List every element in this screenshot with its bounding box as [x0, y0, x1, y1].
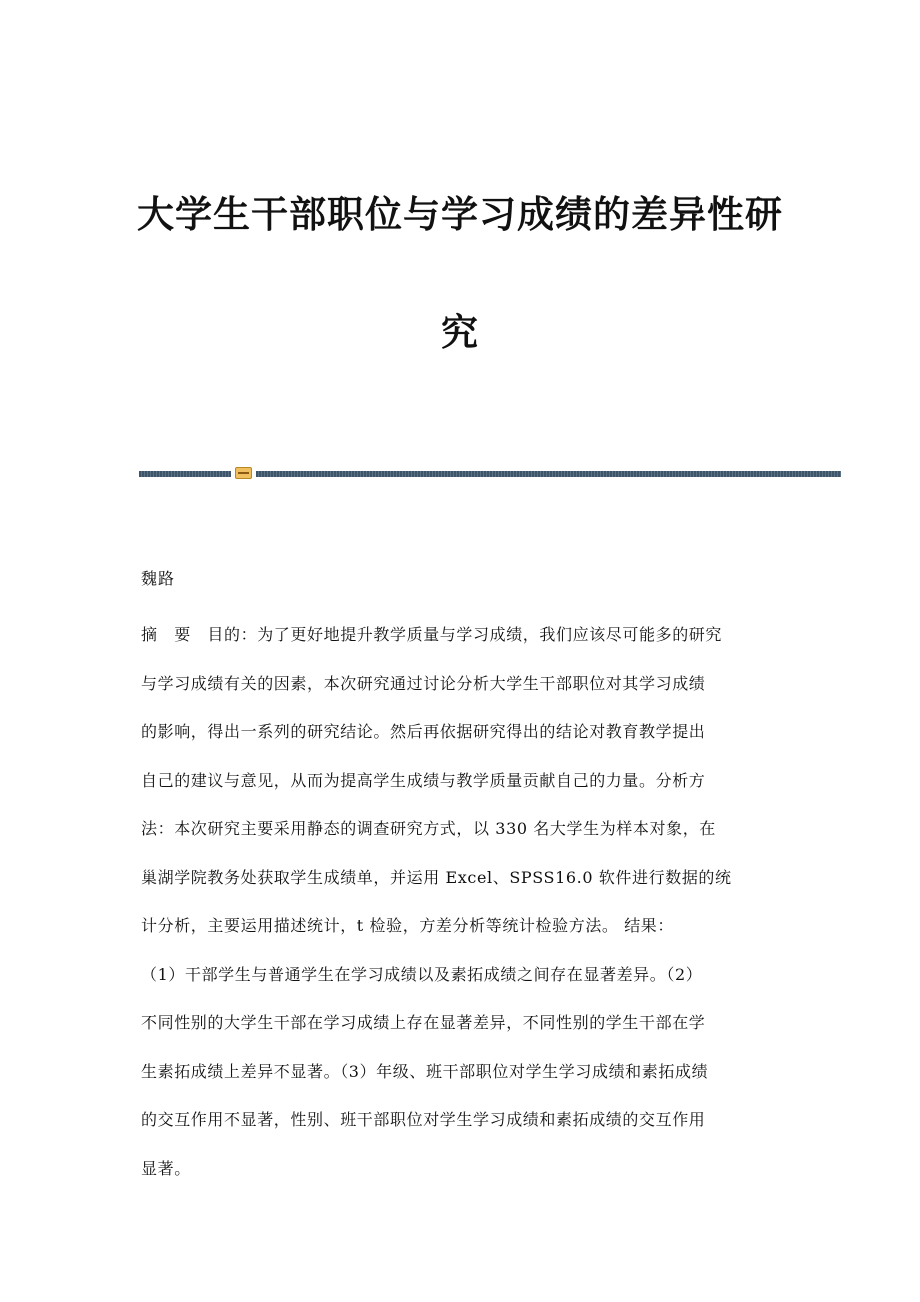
- abstract-line: 的交互作用不显著，性别、班干部职位对学生学习成绩和素拓成绩的交互作用: [141, 1110, 706, 1129]
- abstract-line: 显著。: [141, 1158, 191, 1178]
- abstract-line: 巢湖学院教务处获取学生成绩单，并运用 Excel、SPSS16.0 软件进行数据的统: [141, 867, 732, 887]
- title-divider: [139, 466, 841, 480]
- abstract-line: 不同性别的大学生干部在学习成绩上存在显著差异，不同性别的学生干部在学: [141, 1013, 706, 1032]
- abstract-paragraph: [141, 622, 781, 1204]
- abstract-line: 的影响，得出一系列的研究结论。然后再依据研究得出的结论对教育教学提出: [141, 722, 706, 741]
- abstract-line: 计分析，主要运用描述统计，t 检验，方差分析等统计检验方法。 结果：: [141, 916, 675, 935]
- abstract-line: （1）干部学生与普通学生在学习成绩以及素拓成绩之间存在显著差异。（2）: [141, 964, 703, 984]
- abstract-line: 与学习成绩有关的因素，本次研究通过讨论分析大学生干部职位对其学习成绩: [141, 673, 706, 693]
- document-title-line-2: 究: [441, 311, 479, 354]
- author-name: 魏路: [141, 569, 176, 588]
- abstract-line: 摘 要 目的：为了更好地提升教学质量与学习成绩，我们应该尽可能多的研究: [141, 625, 723, 644]
- divider-ornament-icon: [235, 467, 252, 479]
- abstract-line: 法：本次研究主要采用静态的调查研究方式，以 330 名大学生为样本对象，在: [141, 819, 716, 838]
- document-title-line-1: 大学生干部职位与学习成绩的差异性研: [137, 193, 783, 236]
- divider-bar-right: [256, 471, 841, 477]
- abstract-line: 生素拓成绩上差异不显著。（3）年级、班干部职位对学生学习成绩和素拓成绩: [141, 1061, 709, 1081]
- abstract-line: 自己的建议与意见，从而为提高学生成绩与教学质量贡献自己的力量。分析方: [141, 770, 706, 790]
- divider-bar-left: [139, 471, 231, 477]
